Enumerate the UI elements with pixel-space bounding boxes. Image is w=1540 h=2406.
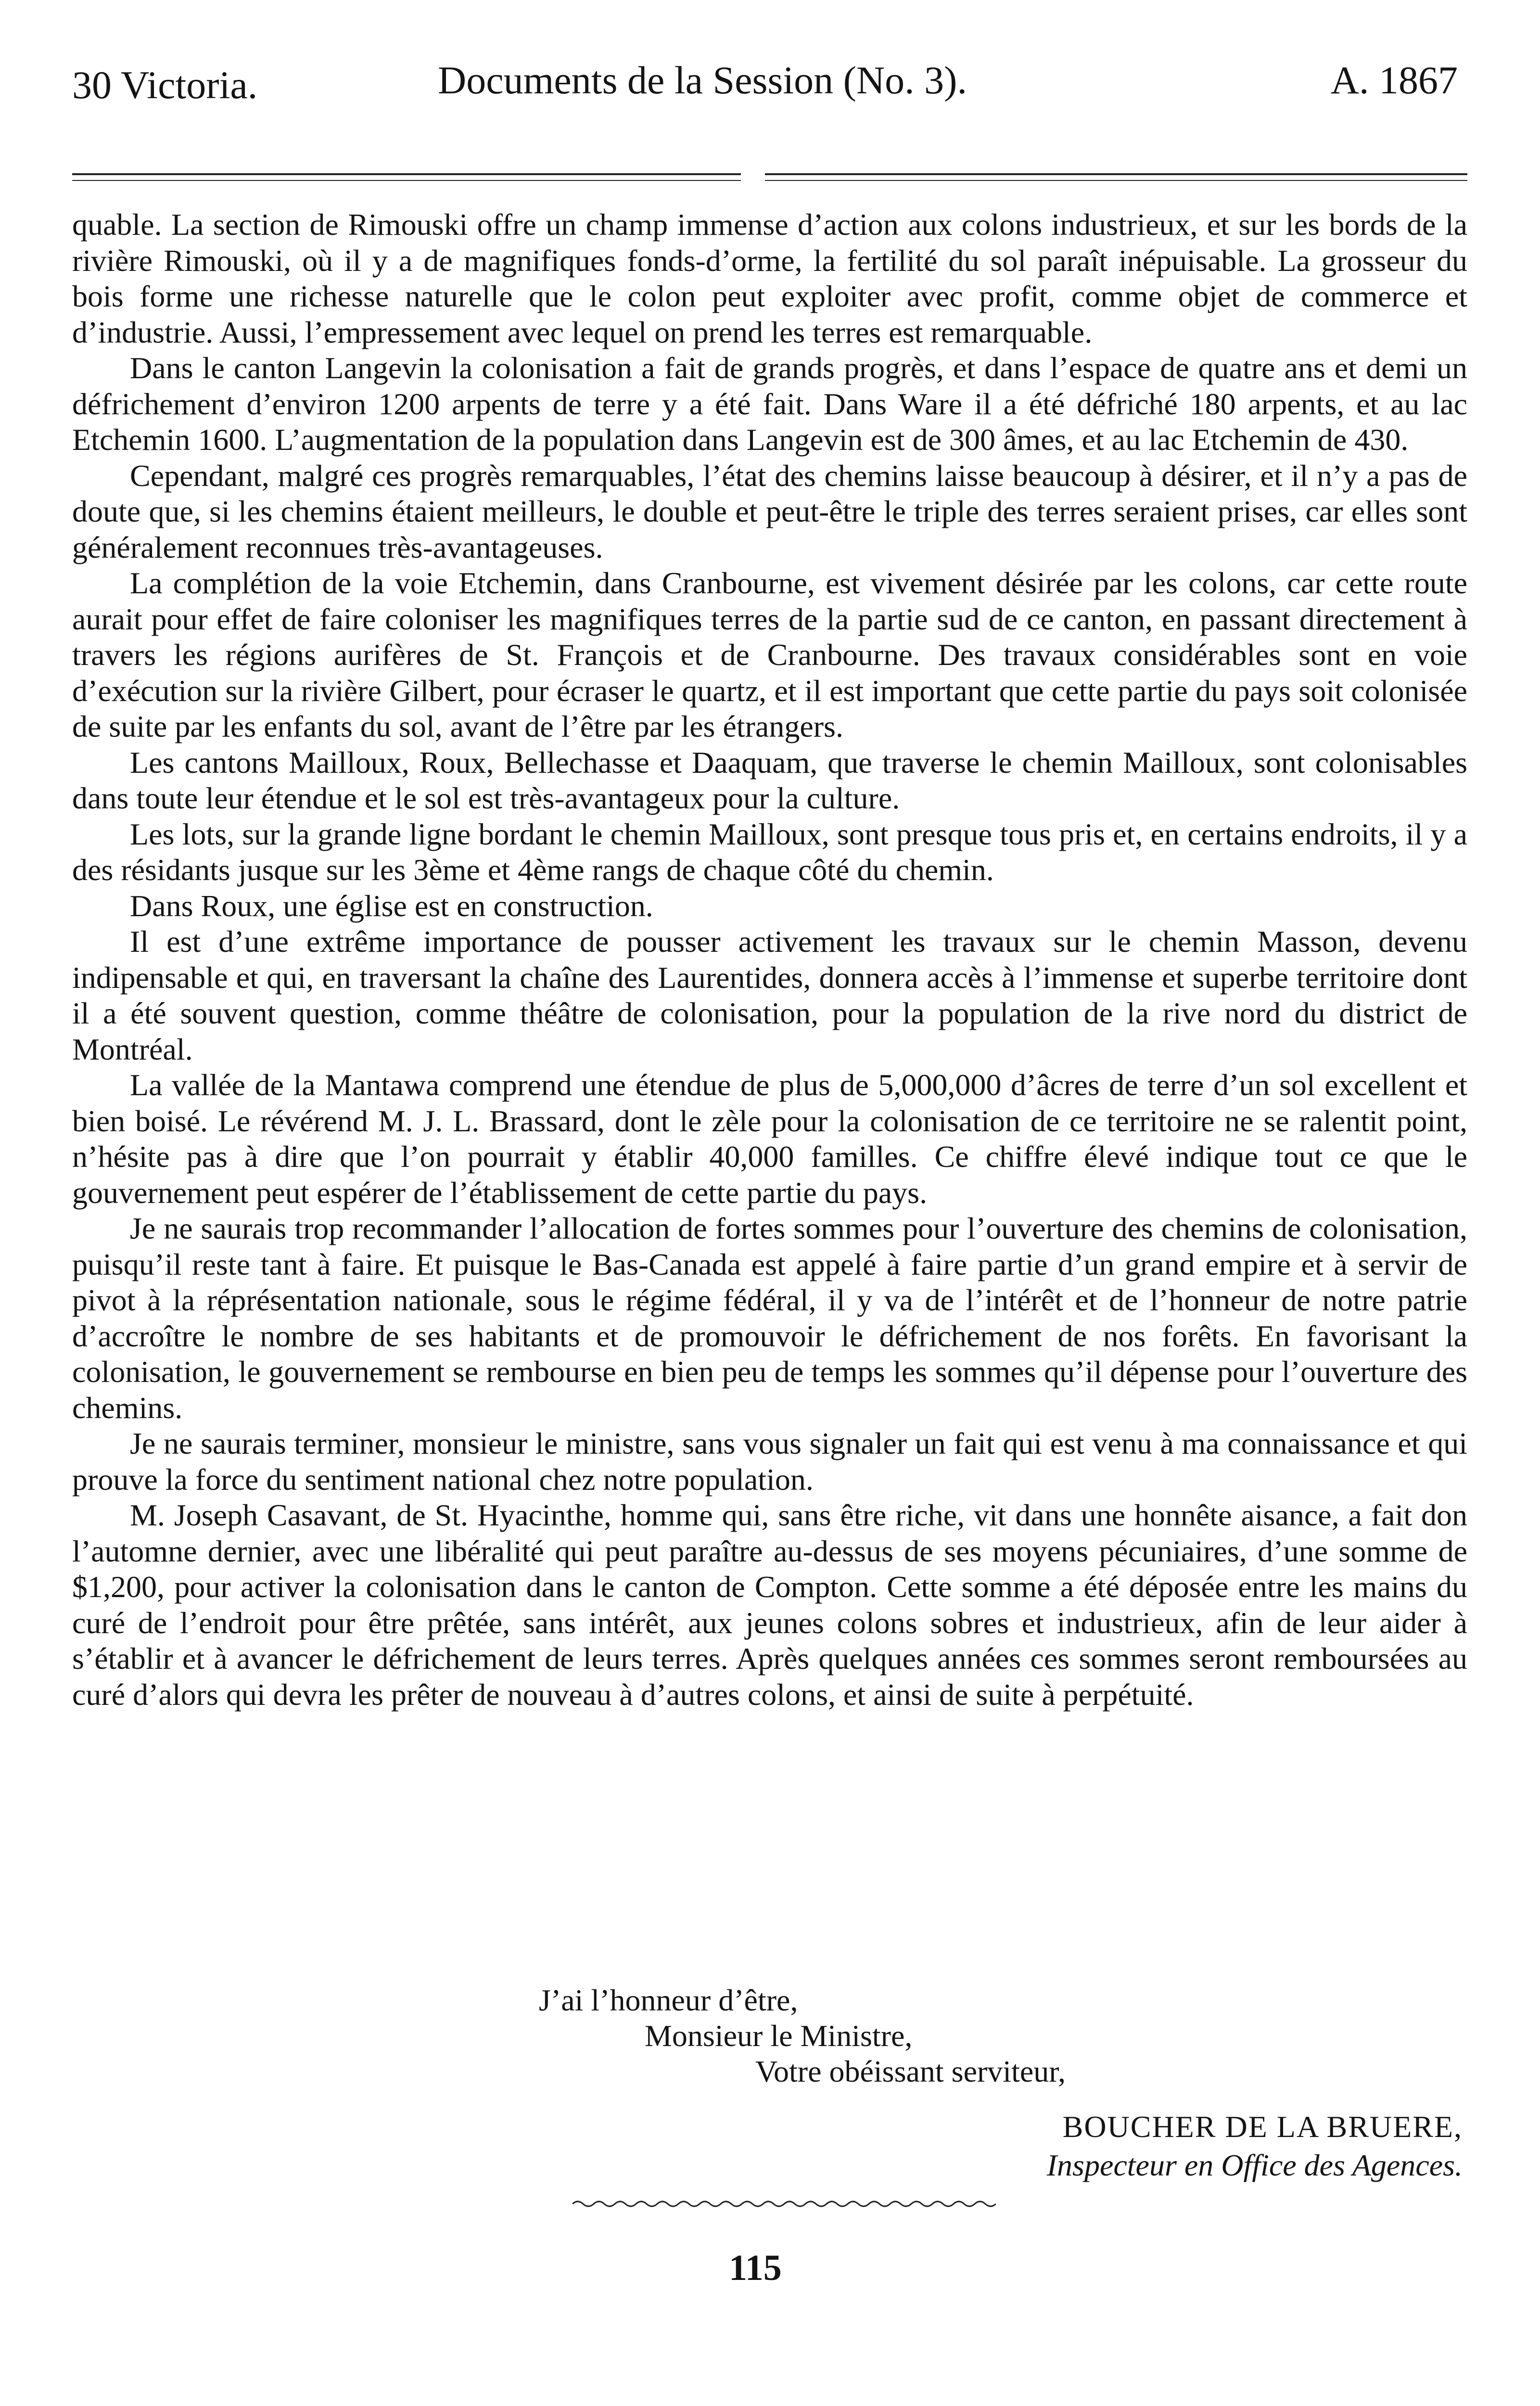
closing-line: Monsieur le Ministre, <box>645 2019 913 2053</box>
paragraph: Il est d’une extrême importance de pousser activement les travaux sur le chemin Masson, devenu indipensable et qui, en traversant la chaîne des Laurentides, donnera accès à l’immense et superbe territoire dont il a été souvent question, comme théâtre de colonisation, pour la population de la rive nord du district de Montréal. <box>72 924 1467 1066</box>
body-text <box>72 207 1467 1713</box>
paragraph: M. Joseph Casavant, de St. Hyacinthe, homme qui, sans être riche, vit dans une honnête aisance, a fait don l’automne dernier, avec une libéralité qui peut paraître au-dessus de ses moyens pécuniaires, d’une somme de $1,200, pour activer la colonisation dans le canton de Compton. Cette somme a été déposée entre les mains du curé de l’endroit pour être prêtée, sans intérêt, aux jeunes colons sobres et industrieux, afin de leur aider à s’établir et à avancer le défrichement de leurs terres. Après quelques années ces sommes seront remboursées au curé d’alors qui devra les prêter de nouveau à d’autres colons, et ainsi de suite à perpétuité. <box>72 1498 1467 1712</box>
paragraph: Cependant, malgré ces progrès remarquables, l’état des chemins laisse beaucoup à désirer, et il n’y a pas de doute que, si les chemins étaient meilleurs, le double et peut-être le triple des terres seraient prises, car elles sont généralement reconnues très-avantageuses. <box>72 458 1467 564</box>
running-header <box>72 29 1467 125</box>
header-rule-right-top <box>765 173 1467 175</box>
document-page <box>72 29 1467 2406</box>
header-title: Documents de la Session (No. 3). <box>438 58 967 102</box>
header-rules <box>72 173 1467 192</box>
signatory-title: Inspecteur en Office des Agences. <box>1046 2148 1463 2182</box>
paragraph: Je ne saurais trop recommander l’allocation de fortes sommes pour l’ouverture des chemins de colonisation, puisqu’il reste tant à faire. Et puisque le Bas-Canada est appelé à faire partie d’un grand empire et à servir de pivot à la réprésentation nationale, sous le régime fédéral, il y va de l’intérêt et de l’honneur de notre patrie d’accroître le nombre de ses habitants et de promouvoir le défrichement de nos forêts. En favorisant la colonisation, le gouvernement se rembourse en bien peu de temps les sommes qu’il dépense pour l’ouverture des chemins. <box>72 1211 1467 1425</box>
paragraph: Les cantons Mailloux, Roux, Bellechasse et Daaquam, que traverse le chemin Mailloux, sont colonisables dans toute leur étendue et le sol est très-avantageux pour la culture. <box>72 745 1467 815</box>
header-rule-left-bottom <box>72 180 741 181</box>
closing-line: J’ai l’honneur d’être, <box>539 1983 798 2017</box>
paragraph: La vallée de la Mantawa comprend une étendue de plus de 5,000,000 d’âcres de terre d’un sol excellent et bien boisé. Le révérend M. J. L. Brassard, dont le zèle pour la colonisation de ce territoire ne se ralentit point, n’hésite pas à dire que l’on pourrait y établir 40,000 familles. Ce chiffre élevé indique tout ce que le gouvernement peut espérer de l’établissement de cette partie du pays. <box>72 1068 1467 1210</box>
header-rule-left-top <box>72 173 741 175</box>
paragraph: Dans Roux, une église est en construction. <box>130 888 653 923</box>
header-year: A. 1867 <box>1330 58 1458 102</box>
paragraph: Dans le canton Langevin la colonisation a fait de grands progrès, et dans l’espace de quatre ans et demi un défrichement d’environ 1200 arpents de terre y a été fait. Dans Ware il a été défriché 180 arpents, et au lac Etchemin 1600. L’augmentation de la population dans Langevin est de 300 âmes, et au lac Etchemin de 430. <box>72 351 1467 457</box>
page-number: 115 <box>729 2248 782 2288</box>
signatory-name: BOUCHER DE LA BRUERE, <box>1062 2110 1463 2144</box>
paragraph: Je ne saurais terminer, monsieur le ministre, sans vous signaler un fait qui est venu à ma connaissance et qui prouve la force du sentiment national chez notre population. <box>72 1426 1467 1497</box>
wavy-divider <box>573 2199 996 2209</box>
closing-line: Votre obéissant serviteur, <box>755 2054 1066 2088</box>
signature-block <box>1047 2108 1463 2185</box>
header-volume: 30 Victoria. <box>72 63 258 107</box>
paragraph: Les lots, sur la grande ligne bordant le chemin Mailloux, sont presque tous pris et, en certains endroits, il y a des résidants jusque sur les 3ème et 4ème rangs de chaque côté du chemin. <box>72 817 1467 887</box>
header-rule-right-bottom <box>765 180 1467 181</box>
paragraph: quable. La section de Rimouski offre un champ immense d’action aux colons industrieux, et sur les bords de la rivière Rimouski, où il y a de magnifiques fonds-d’orme, la fertilité du sol paraît inépuisable. La grosseur du bois forme une richesse naturelle que le colon peut exploiter avec profit, comme objet de commerce et d’industrie. Aussi, l’empressement avec lequel on prend les terres est remarquable. <box>72 207 1467 349</box>
paragraph: La complétion de la voie Etchemin, dans Cranbourne, est vivement désirée par les colons, car cette route aurait pour effet de faire coloniser les magnifiques terres de la partie sud de ce canton, en passant directement à travers les régions aurifères de St. François et de Cranbourne. Des travaux considérables sont en voie d’exécution sur la rivière Gilbert, pour écraser le quartz, et il est important que cette partie du pays soit colonisée de suite par les enfants du sol, avant de l’être par les étrangers. <box>72 566 1467 743</box>
